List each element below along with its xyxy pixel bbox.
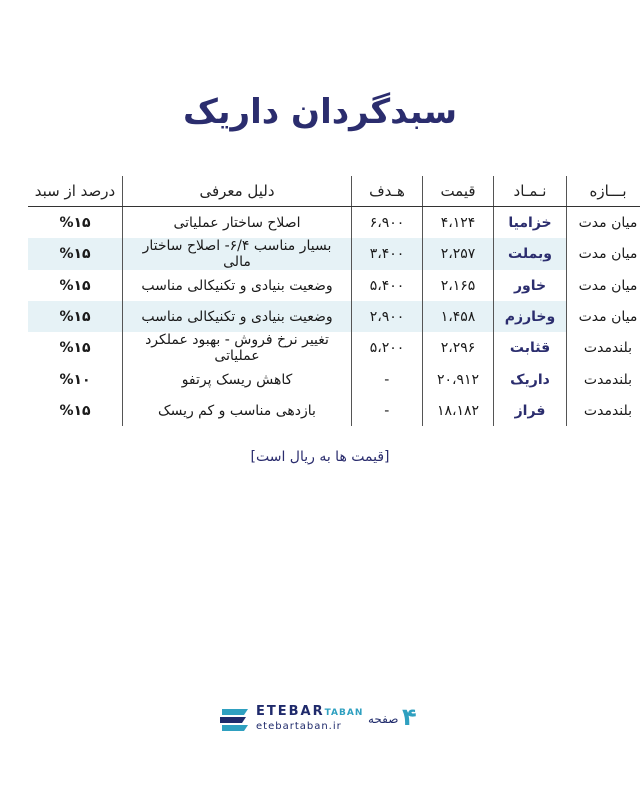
row-period: میان مدت [578, 214, 638, 231]
row-symbol: خاور [494, 270, 567, 301]
row-price: ۱۸،۱۸۲ [423, 395, 494, 426]
brand-sub: TABAN [324, 708, 364, 718]
brand-logo [256, 704, 363, 719]
row-period: میان مدت [578, 277, 638, 294]
row-period: میان مدت [578, 308, 638, 325]
row-percent: %۱۵ [28, 301, 123, 332]
row-reason: وضعیت بنیادی و تکنیکالی مناسب [123, 301, 352, 332]
row-target: ۳،۴۰۰ [352, 238, 423, 270]
row-period: بلندمدت [583, 340, 633, 356]
header-symbol: نـمـاد [494, 176, 567, 207]
row-target: ۲،۹۰۰ [352, 301, 423, 332]
table-row [28, 395, 640, 426]
page-title: سبدگردان داریک [182, 92, 458, 132]
brand-main: ETEBAR [256, 704, 325, 719]
header-price: قیمت [423, 176, 494, 207]
portfolio-table [28, 176, 640, 426]
row-symbol: قثابت [494, 332, 567, 364]
row-period: بلندمدت [583, 402, 633, 419]
table-row [28, 238, 640, 270]
logo-icon [218, 707, 250, 733]
row-percent: %۱۵ [28, 207, 123, 239]
row-price: ۲،۲۵۷ [423, 238, 494, 270]
row-symbol: وبملت [494, 238, 567, 270]
header-percent: درصد از سبد [28, 176, 123, 207]
row-symbol: داریک [494, 364, 567, 395]
row-reason: تغییر نرخ فروش - بهبود عملکرد عملیاتی [123, 332, 352, 364]
table-row [28, 332, 640, 364]
row-percent: %۱۰ [28, 364, 123, 395]
row-price: ۲،۲۹۶ [423, 332, 494, 364]
row-target: ۵،۴۰۰ [352, 270, 423, 301]
page-label: صفحه [368, 712, 399, 726]
row-price: ۲،۱۶۵ [423, 270, 494, 301]
table-row [28, 270, 640, 301]
row-percent: %۱۵ [28, 332, 123, 364]
row-reason: کاهش ریسک پرتفو [123, 364, 352, 395]
row-symbol: فراز [494, 395, 567, 426]
page-number: ۴ [402, 703, 417, 731]
row-target: ۶،۹۰۰ [352, 207, 423, 239]
currency-note: [قیمت ها به ریال است] [250, 449, 390, 465]
row-reason: وضعیت بنیادی و تکنیکالی مناسب [123, 270, 352, 301]
table-header-row [28, 176, 640, 207]
row-price: ۴،۱۲۴ [423, 207, 494, 239]
row-symbol: وخارزم [494, 301, 567, 332]
header-period: بـــازه [567, 176, 640, 207]
row-percent: %۱۵ [28, 270, 123, 301]
row-reason: بسیار مناسب ۶/۴- اصلاح ساختار مالی [123, 238, 352, 270]
row-target: - [352, 364, 423, 395]
table-row [28, 301, 640, 332]
row-period: میان مدت [578, 246, 638, 262]
row-percent: %۱۵ [28, 238, 123, 270]
table-row [28, 207, 640, 239]
row-reason: بازدهی مناسب و کم ریسک [123, 395, 352, 426]
row-target: ۵،۲۰۰ [352, 332, 423, 364]
table-row [28, 364, 640, 395]
row-price: ۱،۴۵۸ [423, 301, 494, 332]
website-link[interactable]: etebartaban.ir [256, 721, 342, 732]
header-reason: دلیل معرفی [123, 176, 352, 207]
row-percent: %۱۵ [28, 395, 123, 426]
row-reason: اصلاح ساختار عملیاتی [123, 207, 352, 239]
row-period: بلندمدت [583, 371, 633, 388]
row-symbol: خزامیا [494, 207, 567, 239]
row-target: - [352, 395, 423, 426]
row-price: ۲۰،۹۱۲ [423, 364, 494, 395]
header-target: هـدف [352, 176, 423, 207]
footer [218, 703, 428, 739]
